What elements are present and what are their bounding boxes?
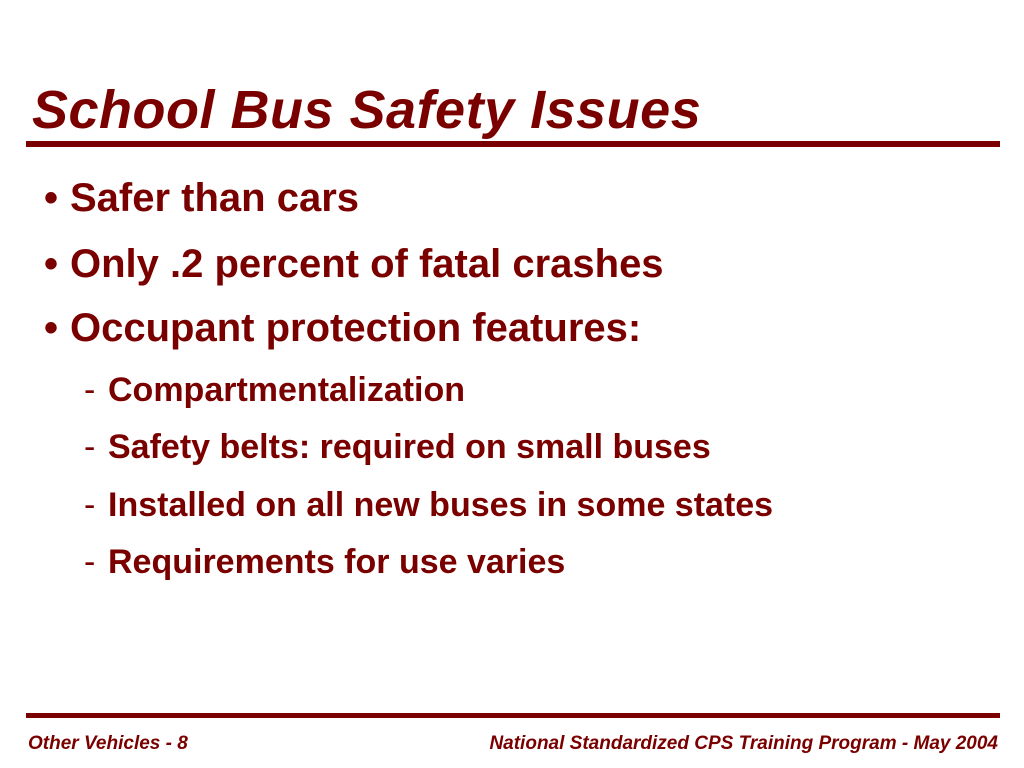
sub-bullet-item (84, 542, 565, 582)
bullet-item (44, 240, 664, 288)
sub-bullet-text: Installed on all new buses in some states (108, 486, 774, 524)
bullet-item (44, 174, 359, 222)
bullet-item (44, 304, 641, 352)
bullet-text: Occupant protection features: (70, 306, 642, 350)
footer-divider (26, 713, 1000, 718)
sub-bullet-item (84, 485, 773, 525)
sub-bullet-text: Compartmentalization (108, 371, 466, 409)
slide-title: School Bus Safety Issues (32, 80, 702, 140)
bullet-marker: • (44, 242, 59, 286)
footer-slide-label: Other Vehicles - 8 (28, 733, 188, 754)
sub-bullet-item (84, 370, 465, 410)
title-divider (26, 141, 1000, 147)
sub-bullet-marker: - (84, 486, 96, 524)
sub-bullet-marker: - (84, 543, 96, 581)
bullet-marker: • (44, 176, 59, 220)
bullet-text: Only .2 percent of fatal crashes (70, 242, 664, 286)
bullet-text: Safer than cars (70, 176, 360, 220)
sub-bullet-item (84, 427, 711, 467)
sub-bullet-text: Requirements for use varies (108, 543, 566, 581)
sub-bullet-text: Safety belts: required on small buses (108, 428, 711, 466)
bullet-marker: • (44, 306, 59, 350)
footer-program-label: National Standardized CPS Training Program - May 2004 (489, 733, 998, 754)
sub-bullet-marker: - (84, 371, 96, 409)
sub-bullet-marker: - (84, 428, 96, 466)
